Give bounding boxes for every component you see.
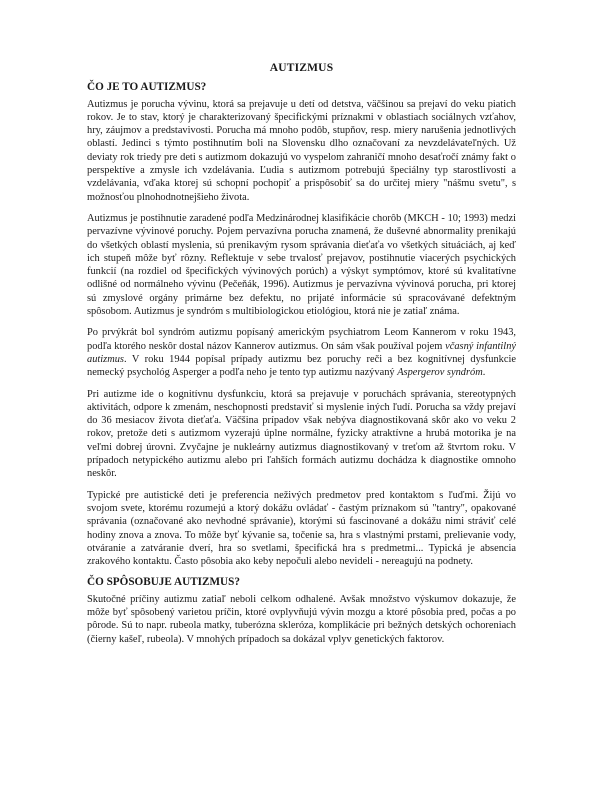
paragraph-6: Skutočné príčiny autizmu zatiaľ neboli celkom odhalené. Avšak množstvo výskumov dokazuje, že môže byť spôsobený varietou príčin, ktoré ovplyvňujú vývin mozgu a ktoré pôsobia pred, počas a po pôrode. Sú to napr. rubeola matky, tuberózna skleróza, komplikácie pri bežných detských ochoreniach (čierny kašeľ, rubeola). V mnohých prípadoch sa dokázal vplyv genetických faktorov. bbox=[87, 593, 516, 645]
paragraph-2: Autizmus je postihnutie zaradené podľa Medzinárodnej klasifikácie chorôb (MKCH - 10; 1993) medzi pervazívne vývinové poruchy. Pojem pervazívna porucha znamená, že duševné abnormality prenikajú do všetkých oblastí myslenia, sú prenikavým rysom správania dieťaťa vo všetkých situáciách, aj keď ich stupeň môže byť rôzny. Reflektuje v sebe trvalosť prejavov, postihnutie viacerých psychických funkcií (na rozdiel od špecifických vývinových porúch) a výskyt symptómov, ktoré sú kvalitatívne odlišné od normálneho vývinu (Pečeňák, 1996). Autizmus je pervazívna vývinová porucha, pri ktorej sú zmyslové orgány primárne bez defektu, no prijaté informácie sú spracovávané defektným spôsobom. Autizmus je syndróm s multibiologickou etiológiou, ktorá nie je zatiaľ známa. bbox=[87, 212, 516, 318]
term-early-infantile-autism: včasný infantilný autizmus bbox=[87, 340, 516, 365]
section-heading-what-is-autism: ČO JE TO AUTIZMUS? bbox=[87, 81, 207, 94]
section-heading-causes: ČO SPÔSOBUJE AUTIZMUS? bbox=[87, 576, 240, 589]
paragraph-3-text-a: Po prvýkrát bol syndróm autizmu popísaný americkým psychiatrom Leom Kannerom v roku 1943, podľa ktorého neskôr dostal názov Kannerov autizmus. On sám však používal pojem bbox=[87, 327, 516, 352]
document-page bbox=[87, 62, 516, 654]
paragraph-1: Autizmus je porucha vývinu, ktorá sa prejavuje u detí od detstva, väčšinou sa prejaví do veku piatich rokov. Je to stav, ktorý je charakterizovaný špecifickými príznakmi v oblastiach sociálnych vzťahov, hry, záujmov a predstavivosti. Porucha má mnoho podôb, stupňov, resp. miery narušenia jednotlivých oblastí. Jedinci s týmto postihnutím boli na Slovensku dlho označovaní za nevzdelávateľných. Už deviaty rok triedy pre deti s autizmom dokazujú vo vyspelom zahraničí mnoho desaťročí známy fakt o perspektíve a zmysle ich vzdelávania. Ľudia s autizmom potrebujú špeciálny typ starostlivosti a vzdelávania, vďaka ktorej sú schopní pochopiť a prispôsobiť sa do určitej miery "nášmu svetu", s možnosťou plnohodnotnejšieho života. bbox=[87, 98, 516, 203]
paragraph-5: Typické pre autistické deti je preferencia neživých predmetov pred kontaktom s ľuďmi. Žijú vo svojom svete, ktorému rozumejú a ktorý dokážu ovládať - častým príznakom sú "tantry", opakované správania (označované ako nevhodné správanie), ktorými sú fascinované a dokážu nimi stráviť celé hodiny znova a znova. To môže byť kývanie sa, točenie sa, hra s vlastnými prstami, prelievanie vody, otváranie a zatváranie dverí, hra so svetlami, špecifická hra s predmetmi... Typická je absencia zrakového kontaktu. Často pôsobia ako keby nepočuli alebo nevideli - nereagujú na podnety. bbox=[87, 489, 516, 568]
paragraph-3-text-c: . bbox=[482, 367, 486, 379]
paragraph-4: Pri autizme ide o kognitívnu dysfunkciu, ktorá sa prejavuje v poruchách správania, stereotypných aktivitách, odpore k zmenám, neschopnosti predstaviť si myslenie iných ľudí. Porucha sa vždy prejaví do 36 mesiacov života dieťaťa. Väčšina prípadov však nebýva diagnostikovaná skôr ako vo veku 2 rokov, pretože deti s autizmom vyzerajú úplne normálne, fyzicky atraktívne a hrubá motorika je na veľmi dobrej úrovni. Zvyčajne je nukleárny autizmus diagnostikovaný v treťom až štvrtom roku. V prípadoch netypického autizmu alebo pri ľahších formách autizmu dochádza k diagnostike omnoho neskôr. bbox=[87, 388, 516, 480]
term-asperger-syndrome: Aspergerov syndróm bbox=[397, 367, 483, 379]
paragraph-3-text-b: . V roku 1944 popísal prípady autizmu bez poruchy reči a bez kognitívnej dysfunkcie nemecký psychológ Asperger a podľa neho je tento typ autizmu nazývaný bbox=[87, 353, 516, 379]
paragraph-3 bbox=[87, 326, 516, 379]
document-title: AUTIZMUS bbox=[269, 62, 334, 74]
